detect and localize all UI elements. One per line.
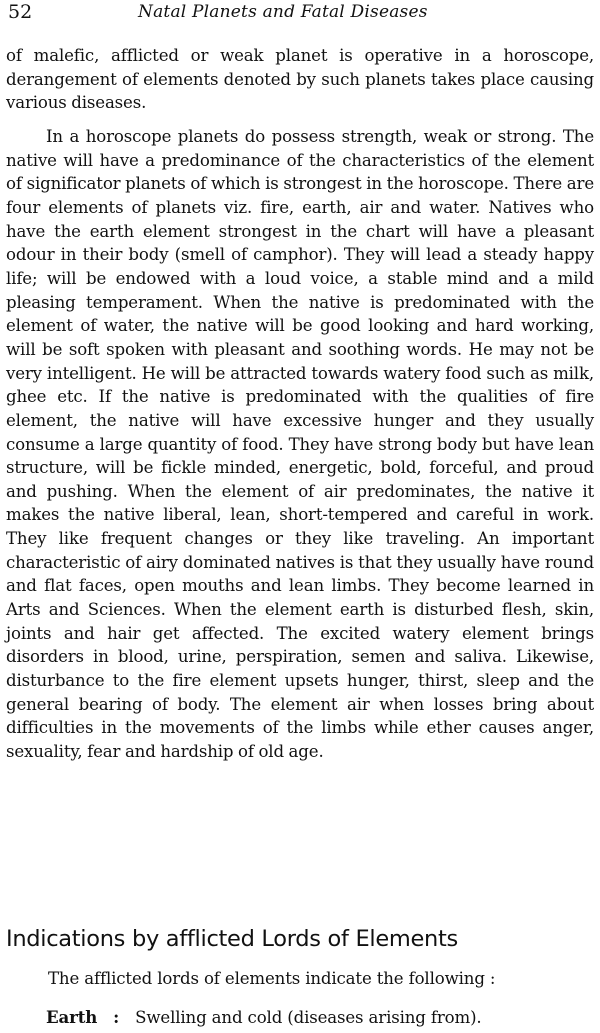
- running-title: Natal Planets and Fatal Diseases: [138, 2, 428, 22]
- body-text: [6, 44, 594, 764]
- page-header: [0, 0, 600, 28]
- item-description: Swelling and cold (diseases arising from).: [135, 1008, 482, 1027]
- page-number: 52: [8, 1, 33, 23]
- list-item: [46, 1005, 482, 1030]
- item-separator: :: [113, 1007, 120, 1027]
- paragraph-elements: In a horoscope planets do possess strength, weak or strong. The native will have a predominance of the characteristics of the element of significator planets of which is strongest in the horoscope. There are four elements of planets viz. fire, earth, air and water. Natives who have the earth element strongest in the chart will have a pleasant odour in their body (smell of camphor). They will lead a steady happy life; will be endowed with a loud voice, a stable mind and a mild pleasing temperament. When the native is predominated with the element of water, the native will be good looking and hard working, will be soft spoken with pleasant and soothing words. He may not be very intelligent. He will be attracted towards watery food such as milk, ghee etc. If the native is predominated with the qualities of fire element, the native will have excessive hunger and they usually consume a large quantity of food. They have strong body but have lean structure, will be fickle minded, energetic, bold, forceful, and proud and pushing. When the element of air predominates, the native it makes the native liberal, lean, short-tempered and careful in work. They like frequent changes or they like traveling. An important characteristic of airy dominated natives is that they usually have round and flat faces, open mouths and lean limbs. They become learned in Arts and Sciences. When the element earth is disturbed flesh, skin, joints and hair get affected. The excited watery element brings disorders in blood, urine, perspiration, semen and saliva. Likewise, disturbance to the fire element upsets hunger, thirst, sleep and the general bearing of body. The element air when losses bring about difficulties in the movements of the limbs while ether causes anger, sexuality, fear and hardship of old age.: [6, 126, 594, 762]
- paragraph-continuation: of malefic, afflicted or weak planet is operative in a horoscope, derangement of elements denoted by such planets takes place causing various diseases.: [6, 46, 594, 113]
- section-intro: The afflicted lords of elements indicate the following :: [48, 969, 496, 988]
- section-heading: Indications by afflicted Lords of Elements: [6, 926, 458, 952]
- item-term: Earth: [46, 1007, 98, 1027]
